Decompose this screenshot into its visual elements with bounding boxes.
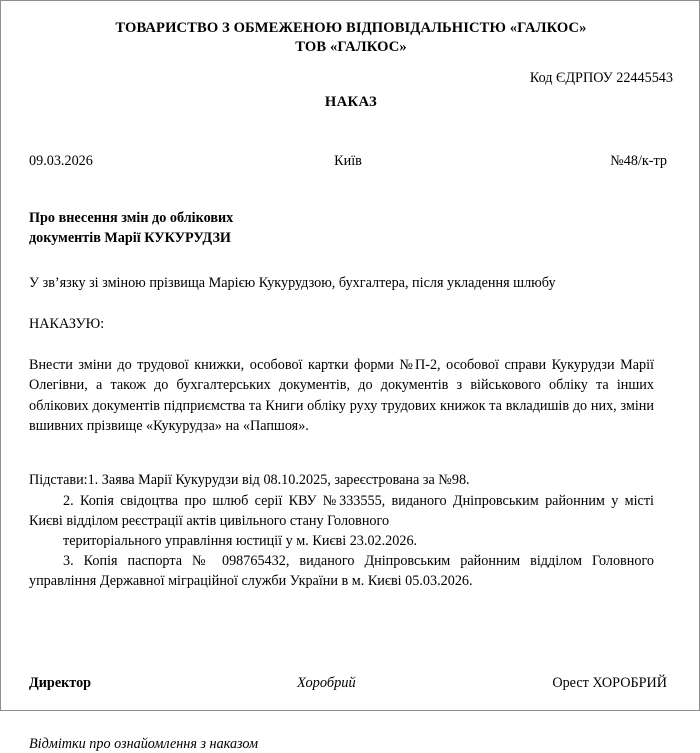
order-body-paragraph: Внести зміни до трудової книжки, особової картки форми №П-2, особової справи Кукурудзи Марії Олегівни, а також до бухгалтерських документів, до документів з військового обліку та інших облікових документів підприємства та Книги обліку руху трудових книжок та вкладишів до них, зміни вшивних прізвище «Кукурудза» на «Папшоя». [29, 356, 654, 434]
grounds-section [29, 470, 654, 591]
document-number: №48/к-тр [610, 152, 667, 169]
organization-full-name: ТОВАРИСТВО З ОБМЕЖЕНОЮ ВІДПОВІДАЛЬНІСТЮ «ГАЛКОС» [115, 20, 587, 36]
signature-row [29, 675, 673, 692]
document-body [29, 1, 673, 753]
grounds-item-2: 2. Копія свідоцтва про шлюб серії КВУ №333555, виданого Дніпровським районним у місті Києві відділом реєстрації актів цивільного стану Головного [29, 492, 654, 529]
edrpou-code: Код ЄДРПОУ 22445543 [529, 69, 673, 86]
preamble-text: У зв’язку зі зміною прізвища Марією Кукурудзою, бухгалтера, після укладення шлюбу [29, 274, 556, 291]
document-meta-row [29, 153, 673, 170]
order-directive-word: НАКАЗУЮ: [29, 315, 105, 332]
subject-line-2: документів Марії КУКУРУДЗИ [29, 229, 231, 246]
document-subject [29, 208, 449, 248]
grounds-item-1: Підстави:1. Заява Марії Кукурудзи від 08.10.2025, зареєстрована за №98. [29, 472, 470, 489]
signatory-name: Орест ХОРОБРИЙ [552, 675, 667, 692]
grounds-item-2-continuation: територіального управління юстиції у м. Києві 23.02.2026. [63, 532, 418, 549]
subject-line-1: Про внесення змін до облікових [29, 209, 234, 226]
organization-header [29, 19, 673, 58]
document-date: 09.03.2026 [29, 152, 93, 169]
handwritten-signature: Хоробрий [296, 675, 356, 692]
document-type-heading: НАКАЗ [324, 93, 378, 110]
grounds-item-3: 3. Копія паспорта № 098765432, виданого Дніпровським районним відділом Головного управління Державної міграційної служби України в м. Києві 05.03.2026. [29, 553, 654, 590]
signatory-role: Директор [29, 675, 92, 692]
document-city: Київ [334, 152, 362, 169]
acknowledgement-note: Відмітки про ознайомлення з наказом [29, 736, 259, 753]
organization-short-name: ТОВ «ГАЛКОС» [295, 39, 407, 56]
